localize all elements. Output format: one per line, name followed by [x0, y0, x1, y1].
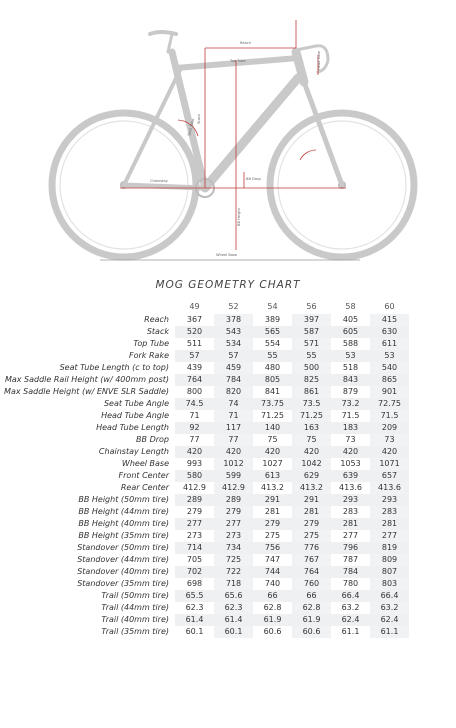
- table-row: [0, 542, 409, 554]
- row-label: Trail (35mm tire): [101, 627, 169, 636]
- table-cell: 843: [331, 374, 370, 386]
- table-cell: 734: [214, 542, 253, 554]
- size-header-spacer: [0, 300, 175, 314]
- table-cell: 293: [370, 494, 409, 506]
- table-cell: 413.2: [292, 482, 331, 494]
- table-cell: 71.5: [341, 411, 360, 420]
- row-label: BB Height (35mm tire): [78, 531, 169, 540]
- wheelbase-label: Wheel Base: [216, 253, 238, 257]
- table-cell: 293: [331, 494, 370, 506]
- table-cell: 275: [292, 530, 331, 542]
- table-cell: 71.25: [261, 411, 284, 420]
- row-label: Standover (44mm tire): [77, 555, 169, 564]
- row-label: Head Tube Angle: [101, 411, 169, 420]
- table-cell: 405: [342, 315, 359, 324]
- table-cell: 879: [342, 387, 359, 396]
- table-cell: 279: [214, 506, 253, 518]
- row-label: BB Drop: [136, 435, 169, 444]
- table-cell: 639: [331, 470, 370, 482]
- table-cell: 571: [292, 338, 331, 350]
- table-cell: 518: [342, 363, 359, 372]
- table-cell: 277: [370, 530, 409, 542]
- table-cell: 61.9: [253, 614, 292, 626]
- chart-title: MOG GEOMETRY CHART: [155, 279, 301, 291]
- table-row: [0, 482, 409, 494]
- table-row: [0, 458, 409, 470]
- size-header: 58: [345, 302, 356, 311]
- table-cell: 66: [253, 590, 292, 602]
- table-cell: 587: [292, 326, 331, 338]
- table-cell: 500: [292, 362, 331, 374]
- seat-tube-label: Seat Tube: [187, 118, 196, 137]
- table-cell: 53: [370, 350, 409, 362]
- table-cell: 74.5: [175, 398, 214, 410]
- table-cell: 77: [189, 435, 200, 444]
- table-cell: 825: [292, 374, 331, 386]
- table-cell: 209: [370, 422, 409, 434]
- size-header: 54: [267, 302, 278, 311]
- geometry-table: [0, 300, 409, 638]
- table-row: [0, 434, 409, 446]
- row-label: Head Tube Length: [96, 423, 169, 432]
- table-cell: 283: [370, 506, 409, 518]
- row-label: Top Tube: [133, 339, 169, 348]
- table-cell: 534: [214, 338, 253, 350]
- table-cell: 71.5: [370, 410, 409, 422]
- table-cell: 764: [292, 566, 331, 578]
- table-cell: 53: [331, 350, 370, 362]
- table-cell: 62.8: [263, 603, 282, 612]
- size-header-row: [0, 300, 409, 314]
- table-cell: 55: [253, 350, 292, 362]
- table-cell: 420: [214, 446, 253, 458]
- row-label: Trail (50mm tire): [101, 591, 169, 600]
- table-cell: 725: [214, 554, 253, 566]
- table-cell: 71: [189, 411, 200, 420]
- table-cell: 163: [292, 422, 331, 434]
- table-cell: 60.6: [292, 626, 331, 638]
- table-cell: 55: [292, 350, 331, 362]
- table-cell: 420: [175, 446, 214, 458]
- row-label: Trail (44mm tire): [101, 603, 169, 612]
- table-row: [0, 554, 409, 566]
- table-cell: 820: [214, 386, 253, 398]
- table-cell: 543: [214, 326, 253, 338]
- table-cell: 412.9: [183, 483, 206, 492]
- table-cell: 277: [175, 518, 214, 530]
- table-cell: 71.25: [292, 410, 331, 422]
- table-row: [0, 470, 409, 482]
- geometry-table-body: [0, 314, 409, 638]
- table-cell: 62.8: [292, 602, 331, 614]
- row-label: Seat Tube Length (c to top): [59, 363, 169, 372]
- table-cell: 1071: [370, 458, 409, 470]
- table-cell: 60.1: [214, 626, 253, 638]
- table-row: [0, 398, 409, 410]
- table-cell: 605: [331, 326, 370, 338]
- row-label: Standover (40mm tire): [77, 567, 169, 576]
- table-cell: 809: [370, 554, 409, 566]
- table-cell: 279: [186, 507, 203, 516]
- table-cell: 630: [370, 326, 409, 338]
- table-cell: 60.6: [263, 627, 282, 636]
- table-cell: 580: [175, 470, 214, 482]
- table-row: [0, 338, 409, 350]
- table-cell: 787: [342, 555, 359, 564]
- head-tube-label: Head Tube: [317, 51, 321, 70]
- table-cell: 75: [292, 434, 331, 446]
- row-label: Standover (35mm tire): [77, 579, 169, 588]
- table-cell: 420: [331, 446, 370, 458]
- table-cell: 57: [214, 350, 253, 362]
- table-cell: 613: [253, 470, 292, 482]
- table-cell: 412.9: [214, 482, 253, 494]
- table-cell: 273: [214, 530, 253, 542]
- table-cell: 66: [292, 590, 331, 602]
- table-cell: 865: [370, 374, 409, 386]
- table-cell: 784: [331, 566, 370, 578]
- row-label: Fork Rake: [129, 351, 169, 360]
- table-cell: 62.4: [370, 614, 409, 626]
- row-label: Stack: [146, 327, 169, 336]
- table-row: [0, 494, 409, 506]
- bike-geometry-diagram: [0, 0, 456, 272]
- table-cell: 718: [214, 578, 253, 590]
- table-cell: 993: [186, 459, 203, 468]
- table-cell: 61.4: [175, 614, 214, 626]
- table-cell: 73.75: [253, 398, 292, 410]
- table-cell: 57: [175, 350, 214, 362]
- table-cell: 281: [331, 518, 370, 530]
- table-cell: 1027: [262, 459, 283, 468]
- table-cell: 65.5: [175, 590, 214, 602]
- row-label: Standover (50mm tire): [77, 543, 169, 552]
- table-cell: 283: [342, 507, 359, 516]
- table-cell: 511: [186, 339, 203, 348]
- table-cell: 277: [214, 518, 253, 530]
- table-cell: 901: [370, 386, 409, 398]
- table-row: [0, 566, 409, 578]
- table-row: [0, 386, 409, 398]
- table-cell: 599: [214, 470, 253, 482]
- table-row: [0, 530, 409, 542]
- table-row: [0, 518, 409, 530]
- table-cell: 722: [214, 566, 253, 578]
- table-row: [0, 350, 409, 362]
- table-cell: 841: [264, 387, 281, 396]
- table-cell: 367: [186, 315, 203, 324]
- table-cell: 73: [370, 434, 409, 446]
- table-cell: 289: [214, 494, 253, 506]
- bike-diagram-svg: [0, 0, 456, 272]
- table-cell: 805: [253, 374, 292, 386]
- bb-drop-label: BB Drop: [246, 177, 261, 181]
- row-label: Chainstay Length: [98, 447, 169, 456]
- table-row: [0, 314, 409, 326]
- table-cell: 62.3: [214, 602, 253, 614]
- table-cell: 66.4: [331, 590, 370, 602]
- table-cell: 413.6: [339, 483, 362, 492]
- table-cell: 275: [264, 531, 281, 540]
- table-cell: 61.4: [214, 614, 253, 626]
- table-cell: 611: [370, 338, 409, 350]
- table-row: [0, 446, 409, 458]
- size-header: 60: [384, 302, 395, 311]
- table-cell: 92: [175, 422, 214, 434]
- table-cell: 281: [264, 507, 281, 516]
- table-row: [0, 590, 409, 602]
- table-row: [0, 362, 409, 374]
- table-cell: 747: [264, 555, 281, 564]
- table-cell: 61.1: [370, 626, 409, 638]
- table-cell: 140: [253, 422, 292, 434]
- dimension-lines: [100, 20, 360, 260]
- table-cell: 588: [342, 339, 359, 348]
- table-cell: 291: [253, 494, 292, 506]
- table-cell: 796: [331, 542, 370, 554]
- table-cell: 277: [342, 531, 359, 540]
- table-cell: 420: [370, 446, 409, 458]
- table-cell: 281: [370, 518, 409, 530]
- table-cell: 279: [253, 518, 292, 530]
- bb-height-label: BB Height: [237, 208, 241, 226]
- table-cell: 71: [214, 410, 253, 422]
- table-cell: 389: [264, 315, 281, 324]
- table-cell: 744: [253, 566, 292, 578]
- table-cell: 273: [186, 531, 203, 540]
- row-label: Reach: [144, 315, 169, 324]
- table-cell: 807: [370, 566, 409, 578]
- table-cell: 565: [253, 326, 292, 338]
- row-label: Front Center: [118, 471, 169, 480]
- top-tube-label: Top Tube: [230, 59, 246, 63]
- table-cell: 66.4: [370, 590, 409, 602]
- table-cell: 767: [292, 554, 331, 566]
- table-cell: 776: [292, 542, 331, 554]
- table-cell: 756: [253, 542, 292, 554]
- table-cell: 413.2: [261, 483, 284, 492]
- row-label: Wheel Base: [121, 459, 169, 468]
- table-cell: 378: [214, 314, 253, 326]
- table-cell: 784: [214, 374, 253, 386]
- table-cell: 63.2: [341, 603, 360, 612]
- table-cell: 289: [175, 494, 214, 506]
- table-cell: 73.2: [331, 398, 370, 410]
- row-label: Max Saddle Height (w/ ENVE SLR Saddle): [4, 387, 169, 396]
- table-cell: 62.3: [185, 603, 204, 612]
- table-cell: 657: [370, 470, 409, 482]
- table-cell: 397: [292, 314, 331, 326]
- table-cell: 480: [264, 363, 281, 372]
- table-row: [0, 326, 409, 338]
- table-cell: 554: [264, 339, 281, 348]
- table-cell: 60.1: [185, 627, 204, 636]
- table-cell: 740: [264, 579, 281, 588]
- table-cell: 702: [175, 566, 214, 578]
- bike-frame: [124, 32, 342, 197]
- table-cell: 420: [292, 446, 331, 458]
- row-label: BB Height (44mm tire): [78, 507, 169, 516]
- table-row: [0, 422, 409, 434]
- table-cell: 75: [267, 435, 278, 444]
- row-label: Seat Tube Angle: [103, 399, 169, 408]
- table-cell: 1053: [340, 459, 361, 468]
- table-cell: 698: [186, 579, 203, 588]
- size-header: 56: [306, 302, 317, 311]
- table-cell: 281: [292, 506, 331, 518]
- table-row: [0, 506, 409, 518]
- table-cell: 413.6: [370, 482, 409, 494]
- table-cell: 1042: [292, 458, 331, 470]
- table-cell: 420: [253, 446, 292, 458]
- table-row: [0, 602, 409, 614]
- table-cell: 72.75: [370, 398, 409, 410]
- table-cell: 629: [292, 470, 331, 482]
- table-cell: 819: [370, 542, 409, 554]
- size-header: 49: [189, 302, 200, 311]
- table-cell: 803: [370, 578, 409, 590]
- table-cell: 800: [186, 387, 203, 396]
- table-cell: 279: [292, 518, 331, 530]
- table-cell: 74: [214, 398, 253, 410]
- table-cell: 705: [186, 555, 203, 564]
- table-cell: 764: [175, 374, 214, 386]
- table-cell: 117: [214, 422, 253, 434]
- table-cell: 459: [214, 362, 253, 374]
- table-cell: 61.9: [292, 614, 331, 626]
- table-cell: 73: [345, 435, 356, 444]
- table-cell: 183: [331, 422, 370, 434]
- size-header: 52: [228, 302, 239, 311]
- table-cell: 415: [370, 314, 409, 326]
- table-cell: 63.2: [370, 602, 409, 614]
- table-row: [0, 374, 409, 386]
- reach-label: Reach: [240, 41, 252, 45]
- row-label: Max Saddle Rail Height (w/ 400mm post): [4, 375, 169, 384]
- table-cell: 520: [175, 326, 214, 338]
- row-label: Rear Center: [120, 483, 169, 492]
- table-cell: 760: [292, 578, 331, 590]
- row-label: Trail (40mm tire): [101, 615, 169, 624]
- stack-label: Stack: [197, 114, 201, 124]
- table-cell: 861: [292, 386, 331, 398]
- row-label: BB Height (40mm tire): [78, 519, 169, 528]
- table-cell: 73.5: [292, 398, 331, 410]
- table-cell: 439: [186, 363, 203, 372]
- table-row: [0, 626, 409, 638]
- table-cell: 77: [214, 434, 253, 446]
- table-cell: 62.4: [331, 614, 370, 626]
- table-row: [0, 578, 409, 590]
- chainstay-label: Chainstay: [150, 179, 168, 183]
- table-cell: 291: [292, 494, 331, 506]
- table-row: [0, 410, 409, 422]
- table-cell: 61.1: [341, 627, 360, 636]
- table-cell: 540: [370, 362, 409, 374]
- table-cell: 65.6: [214, 590, 253, 602]
- table-cell: 714: [175, 542, 214, 554]
- table-cell: 780: [342, 579, 359, 588]
- table-cell: 1012: [214, 458, 253, 470]
- table-row: [0, 614, 409, 626]
- row-label: BB Height (50mm tire): [78, 495, 169, 504]
